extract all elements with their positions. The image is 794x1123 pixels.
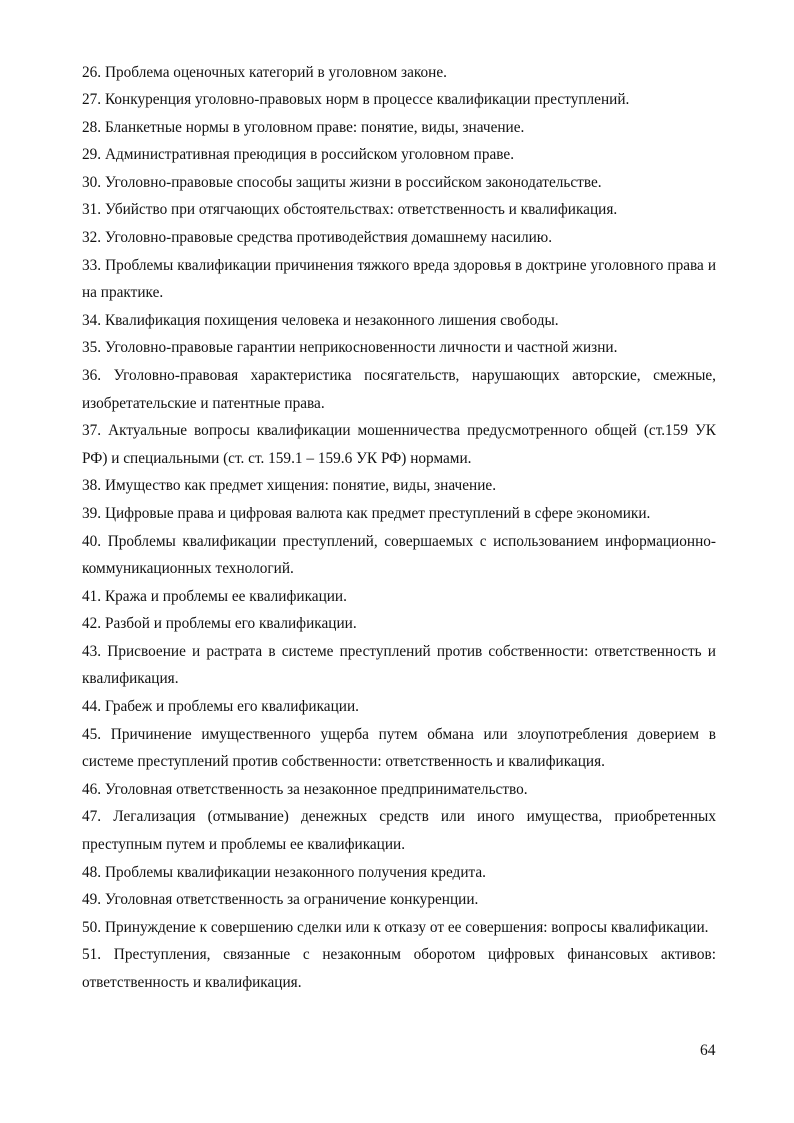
list-item xyxy=(82,307,716,335)
item-number: 39. xyxy=(82,504,102,522)
item-number: 37. xyxy=(82,422,102,440)
list-item xyxy=(82,886,716,914)
item-number: 33. xyxy=(82,256,102,274)
item-text: Имущество как предмет хищения: понятие, виды, значение. xyxy=(104,477,497,495)
list-item xyxy=(82,721,716,776)
item-text: Кража и проблемы ее квалификации. xyxy=(104,587,347,605)
item-text: Преступления, связанные с незаконным оборотом цифровых финансовых активов: ответственность и квалификация. xyxy=(82,946,716,991)
list-item xyxy=(82,417,716,472)
item-number: 44. xyxy=(82,698,102,716)
list-item xyxy=(82,803,716,858)
item-number: 42. xyxy=(82,615,102,633)
list-item xyxy=(82,638,716,693)
item-text: Уголовно-правовые гарантии неприкосновенности личности и частной жизни. xyxy=(104,339,618,357)
item-number: 26. xyxy=(82,64,102,81)
item-number: 50. xyxy=(82,918,102,936)
list-item xyxy=(82,196,716,224)
list-item xyxy=(82,610,716,638)
list-item xyxy=(82,362,716,417)
item-number: 34. xyxy=(82,311,102,329)
item-number: 38. xyxy=(82,477,102,495)
list-item xyxy=(82,62,716,84)
item-number: 35. xyxy=(82,339,102,357)
list-item xyxy=(82,776,716,804)
list-item xyxy=(82,583,716,611)
item-text: Проблемы квалификации причинения тяжкого вреда здоровья в доктрине уголовного права и на практике. xyxy=(82,256,717,302)
item-number: 30. xyxy=(82,173,102,191)
item-text: Уголовная ответственность за незаконное предпринимательство. xyxy=(104,780,528,798)
item-text: Проблемы квалификации преступлений, совершаемых с использованием информационно-коммуникационных технологий. xyxy=(82,532,716,578)
item-number: 48. xyxy=(82,863,102,881)
item-text: Цифровые права и цифровая валюта как предмет преступлений в сфере экономики. xyxy=(104,504,651,522)
item-number: 51. xyxy=(82,946,102,964)
item-number: 40. xyxy=(82,532,102,550)
item-text: Убийство при отягчающих обстоятельствах: ответственность и квалификация. xyxy=(104,201,618,219)
list-item xyxy=(82,941,716,996)
list-item xyxy=(82,693,716,721)
item-number: 49. xyxy=(82,891,102,909)
list-item xyxy=(82,528,716,583)
item-text: Бланкетные нормы в уголовном праве: понятие, виды, значение. xyxy=(104,118,525,136)
item-text: Причинение имущественного ущерба путем обмана или злоупотребления доверием в системе преступлений против собственности: ответственность и квалификация. xyxy=(82,725,716,771)
list-item xyxy=(82,114,716,142)
item-text: Разбой и проблемы его квалификации. xyxy=(104,615,357,633)
item-number: 36. xyxy=(82,366,102,384)
item-number: 27. xyxy=(82,91,102,108)
item-text: Уголовная ответственность за ограничение конкуренции. xyxy=(104,891,479,909)
item-text: Принуждение к совершению сделки или к отказу от ее совершения: вопросы квалификации. xyxy=(104,918,709,936)
item-number: 28. xyxy=(82,118,102,136)
item-number: 46. xyxy=(82,780,102,798)
item-number: 45. xyxy=(82,725,102,743)
list-item xyxy=(82,914,716,942)
list-item xyxy=(82,224,716,252)
list-item xyxy=(82,472,716,500)
item-text: Квалификация похищения человека и незаконного лишения свободы. xyxy=(104,311,559,329)
list-item xyxy=(82,334,716,362)
item-text: Уголовно-правовые способы защиты жизни в российском законодательстве. xyxy=(104,173,602,191)
item-text: Проблемы квалификации незаконного получения кредита. xyxy=(104,863,487,881)
list-item xyxy=(82,169,716,197)
list-item xyxy=(82,141,716,169)
item-text: Административная преюдиция в российском уголовном праве. xyxy=(104,146,515,164)
item-number: 29. xyxy=(82,146,102,164)
item-number: 31. xyxy=(82,201,102,219)
page-number: 64 xyxy=(700,1042,716,1059)
item-number: 47. xyxy=(82,808,102,826)
item-number: 32. xyxy=(82,228,102,246)
item-text: Конкуренция уголовно-правовых норм в процессе квалификации преступлений. xyxy=(104,91,630,108)
item-text: Проблема оценочных категорий в уголовном законе. xyxy=(104,64,447,81)
list-item xyxy=(82,86,716,114)
topic-list xyxy=(82,62,716,997)
item-text: Присвоение и растрата в системе преступлений против собственности: ответственность и квалификация. xyxy=(82,642,716,688)
list-item xyxy=(82,252,716,307)
item-text: Уголовно-правовая характеристика посягательств, нарушающих авторские, смежные, изобретательские и патентные права. xyxy=(82,366,716,412)
list-item xyxy=(82,859,716,887)
item-number: 43. xyxy=(82,642,102,660)
item-number: 41. xyxy=(82,587,102,605)
item-text: Уголовно-правовые средства противодействия домашнему насилию. xyxy=(104,228,553,246)
item-text: Легализация (отмывание) денежных средств или иного имущества, приобретенных преступным путем и проблемы ее квалификации. xyxy=(82,808,716,854)
item-text: Актуальные вопросы квалификации мошенничества предусмотренного общей (ст.159 УК РФ) и специальными (ст. ст. 159.1 – 159.6 УК РФ) нормами. xyxy=(82,422,716,467)
item-text: Грабеж и проблемы его квалификации. xyxy=(104,698,359,716)
list-item xyxy=(82,500,716,528)
